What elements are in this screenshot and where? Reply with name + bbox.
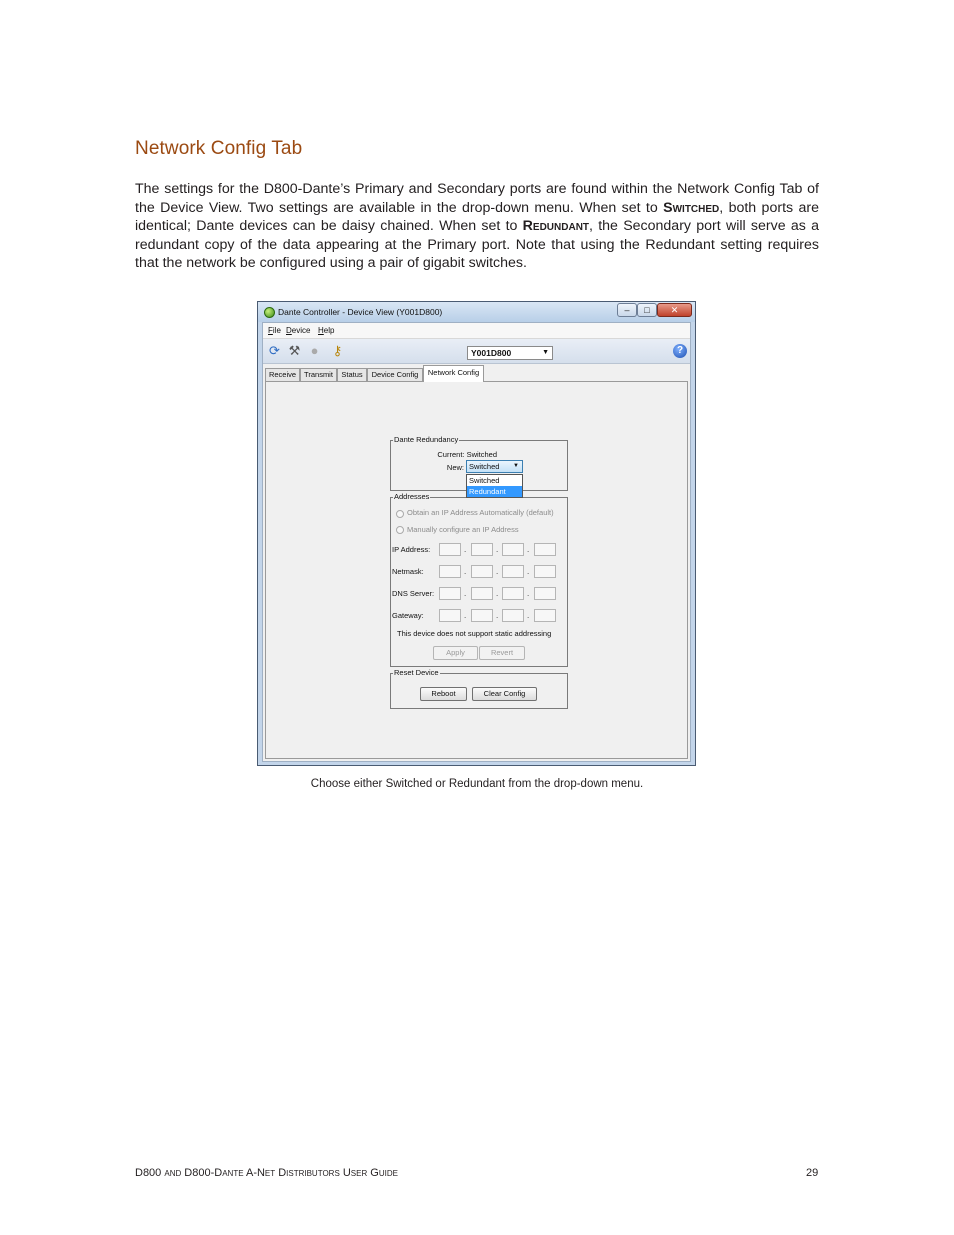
intro-text-1: The settings for the D800-Dante’s Primary and Secondary ports are found within the Network Config Tab of the Device View. Two settings are available in the drop-down menu. When set to	[135, 181, 819, 216]
dns-dot: .	[527, 589, 530, 598]
maximize-button[interactable]: □	[637, 303, 657, 317]
page-number: 29	[806, 1167, 819, 1179]
static-addressing-message: This device does not support static addressing	[397, 629, 552, 638]
redundancy-mode-dropdown	[466, 474, 523, 498]
tab-transmit[interactable]: Transmit	[300, 368, 337, 381]
ip-dot: .	[464, 545, 467, 554]
clear-config-button[interactable]: Clear Config	[472, 687, 537, 701]
gateway-dot: .	[527, 611, 530, 620]
section-heading: Network Config Tab	[135, 138, 303, 159]
help-icon[interactable]: ?	[673, 344, 687, 358]
footer-title: D800 and D800-Dante A-Net Distributors User Guide	[135, 1167, 398, 1179]
gateway-label: Gateway:	[392, 611, 424, 620]
tools-icon[interactable]: ⚒	[288, 343, 301, 358]
dns-server-label: DNS Server:	[392, 589, 435, 598]
window-title: Dante Controller - Device View (Y001D800)	[278, 307, 443, 317]
netmask-octet-2[interactable]	[471, 565, 493, 578]
netmask-dot: .	[464, 567, 467, 576]
chevron-down-icon: ▼	[513, 463, 519, 469]
addresses-group	[390, 492, 568, 667]
key-icon[interactable]: ⚷	[332, 343, 343, 358]
menu-help[interactable]: Help	[318, 326, 335, 335]
redundant-term: Redundant	[522, 218, 590, 235]
dns-octet-4[interactable]	[534, 587, 556, 600]
tab-device-config[interactable]: Device Config	[367, 368, 423, 381]
gateway-octet-4[interactable]	[534, 609, 556, 622]
chevron-down-icon: ▼	[542, 349, 549, 356]
dns-dot: .	[496, 589, 499, 598]
dns-octet-3[interactable]	[502, 587, 524, 600]
minimize-button[interactable]: –	[617, 303, 637, 317]
netmask-label: Netmask:	[392, 567, 424, 576]
apply-button[interactable]: Apply	[433, 646, 478, 660]
dante-redundancy-group	[390, 435, 568, 496]
intro-paragraph	[135, 180, 819, 273]
ip-octet-4[interactable]	[534, 543, 556, 556]
dns-octet-1[interactable]	[439, 587, 461, 600]
tab-status[interactable]: Status	[337, 368, 367, 381]
reset-device-legend: Reset Device	[394, 668, 439, 677]
option-switched[interactable]: Switched	[469, 476, 500, 485]
dante-app-icon	[264, 307, 275, 318]
window-client-area	[262, 322, 691, 762]
ip-address-label: IP Address:	[392, 545, 431, 554]
manual-ip-radio[interactable]	[396, 526, 404, 534]
revert-button[interactable]: Revert	[479, 646, 525, 660]
reset-device-group	[390, 668, 568, 709]
menu-device[interactable]: Device	[286, 326, 311, 335]
ip-octet-1[interactable]	[439, 543, 461, 556]
gateway-dot: .	[464, 611, 467, 620]
dante-controller-window	[257, 301, 696, 766]
intro-text-2: , both ports are identical; Dante devices can be daisy chained. When set to	[135, 199, 819, 235]
gateway-octet-2[interactable]	[471, 609, 493, 622]
auto-ip-label: Obtain an IP Address Automatically (default)	[407, 508, 554, 517]
switched-term: Switched	[663, 199, 720, 216]
menu-file[interactable]: File	[268, 326, 281, 335]
gateway-dot: .	[496, 611, 499, 620]
manual-ip-label: Manually configure an IP Address	[407, 525, 519, 534]
device-select[interactable]	[467, 346, 553, 360]
redundancy-mode-select[interactable]	[466, 460, 523, 473]
new-mode-label: New:	[446, 463, 464, 472]
redundancy-mode-value: Switched	[469, 462, 500, 471]
dante-redundancy-legend: Dante Redundancy	[394, 435, 459, 444]
network-config-panel	[265, 381, 688, 759]
addresses-legend: Addresses	[394, 492, 430, 501]
menu-bar	[263, 323, 690, 339]
dns-octet-2[interactable]	[471, 587, 493, 600]
ip-octet-3[interactable]	[502, 543, 524, 556]
netmask-octet-4[interactable]	[534, 565, 556, 578]
option-redundant[interactable]: Redundant	[467, 486, 522, 497]
gateway-octet-1[interactable]	[439, 609, 461, 622]
gateway-octet-3[interactable]	[502, 609, 524, 622]
auto-ip-radio[interactable]	[396, 510, 404, 518]
ip-dot: .	[527, 545, 530, 554]
close-button[interactable]: ✕	[657, 303, 692, 317]
toolbar	[263, 339, 690, 364]
netmask-octet-1[interactable]	[439, 565, 461, 578]
tab-network-config[interactable]: Network Config	[423, 365, 484, 382]
disk-icon[interactable]: ●	[310, 343, 319, 358]
window-titlebar[interactable]	[258, 302, 695, 322]
reboot-button[interactable]: Reboot	[420, 687, 467, 701]
figure-caption: Choose either Switched or Redundant from the drop-down menu.	[310, 778, 644, 790]
tab-strip	[263, 365, 690, 381]
intro-text-3: , the Secondary port will serve as a redundant copy of the data appearing at the Primary port. Note that using the Redundant setting requires that the network be configured using a pair of gigabit switches.	[135, 218, 819, 272]
tab-receive[interactable]: Receive	[265, 368, 300, 381]
current-mode-label: Current: Switched	[437, 450, 497, 459]
netmask-octet-3[interactable]	[502, 565, 524, 578]
netmask-dot: .	[496, 567, 499, 576]
ip-octet-2[interactable]	[471, 543, 493, 556]
netmask-dot: .	[527, 567, 530, 576]
ip-dot: .	[496, 545, 499, 554]
dns-dot: .	[464, 589, 467, 598]
device-select-value: Y001D800	[471, 348, 512, 358]
refresh-icon[interactable]: ⟳	[269, 343, 280, 358]
